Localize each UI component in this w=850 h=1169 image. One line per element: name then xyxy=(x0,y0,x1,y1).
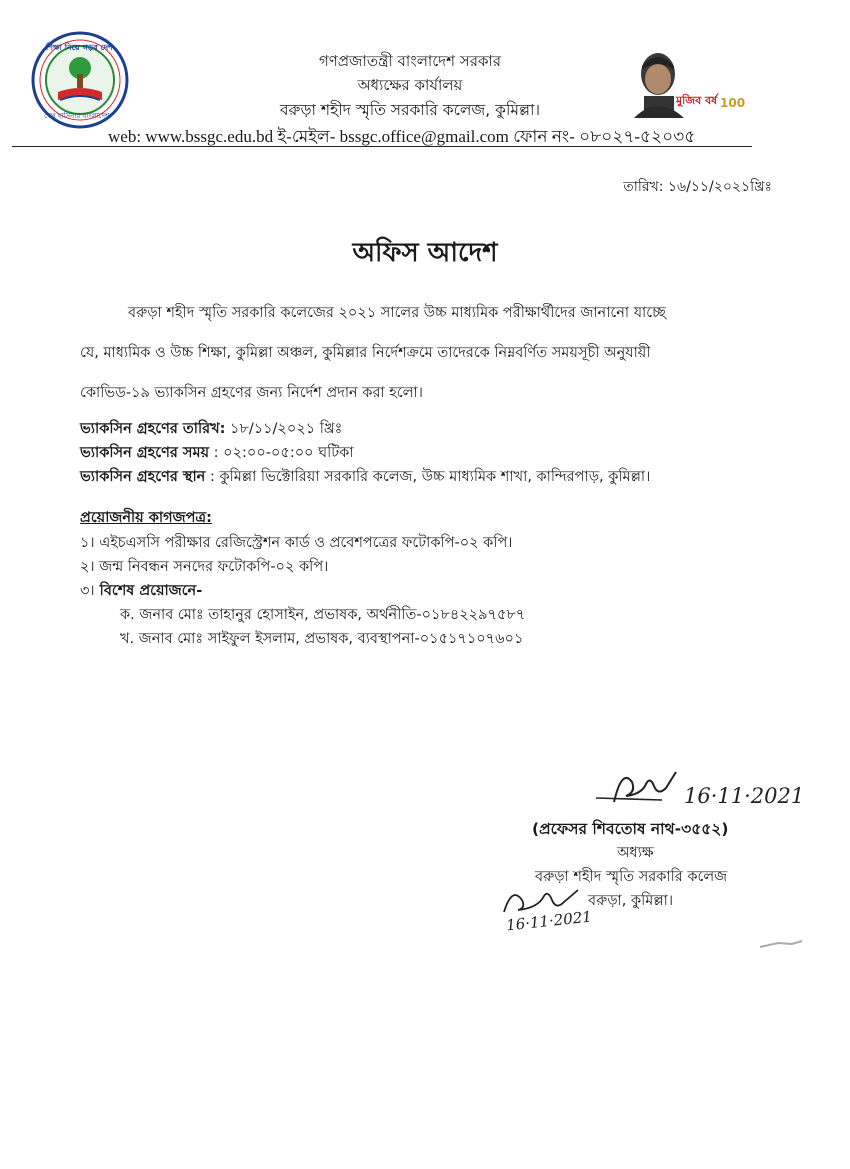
page-title: অফিস আদেশ xyxy=(352,238,498,268)
office-name: অধ্যক্ষের কার্যালয় xyxy=(357,76,463,94)
vaccine-place-value: : কুমিল্লা ভিক্টোরিয়া সরকারি কলেজ, উচ্চ মাধ্যমিক শাখা, কান্দিরপাড়, কুমিল্লা। xyxy=(205,469,651,485)
documents-heading: প্রয়োজনীয় কাগজপত্র: xyxy=(80,510,212,526)
mujib-borsho-number: 100 xyxy=(720,96,746,110)
body-paragraph xyxy=(80,293,770,413)
vaccine-date-value: ১৮/১১/২০২১ খ্রিঃ xyxy=(225,421,343,437)
second-signature-date: 16·11·2021 xyxy=(505,907,593,935)
vaccine-place xyxy=(80,466,650,490)
mujib-borsho-text: মুজিব বর্ষ xyxy=(676,94,718,107)
college-name: বরুড়া শহীদ স্মৃতি সরকারি কলেজ, কুমিল্লা। xyxy=(279,101,541,119)
issue-date: তারিখ: ১৬/১১/২০২১খ্রিঃ xyxy=(623,179,772,195)
scan-mark xyxy=(758,934,804,944)
header-divider xyxy=(12,146,752,147)
body-line: কোভিড-১৯ ভ্যাকসিন গ্রহণের জন্য নির্দেশ প্রদান করা হলো। xyxy=(80,385,423,401)
logo-left-top-text: শিক্ষা নিয়ে গড়ব দেশ xyxy=(46,43,113,52)
vaccine-date xyxy=(80,418,342,442)
principal-name: (প্রফেসর শিবতোষ নাথ-৩৫৫২) xyxy=(532,820,729,838)
body-line: যে, মাধ্যমিক ও উচ্চ শিক্ষা, কুমিল্লা অঞ্চল, কুমিল্লার নির্দেশক্রমে তাদেরকে নিম্নবর্ণিত সময়সূচী অনুযায়ী xyxy=(80,345,651,361)
special-need-label: বিশেষ প্রয়োজনে- xyxy=(94,583,203,599)
signature-location: বরুড়া, কুমিল্লা। xyxy=(588,893,674,909)
principal-signature xyxy=(592,762,692,812)
vaccine-place-label: ভ্যাকসিন গ্রহণের স্থান xyxy=(80,469,206,485)
vaccine-date-label: ভ্যাকসিন গ্রহণের তারিখ: xyxy=(80,421,226,437)
document-item: ১। এইচএসসি পরীক্ষার রেজিস্ট্রেশন কার্ড ও প্রবেশপত্রের ফটোকপি-০২ কপি। xyxy=(80,535,513,551)
contact-line: web: www.bssgc.edu.bd ই-মেইল- bssgc.office@gmail.com ফোন নং- ০৮০২৭-৫২০৩৫ xyxy=(108,127,696,146)
special-need xyxy=(80,580,202,604)
special-need-number: ৩। xyxy=(80,583,95,599)
signature-college: বরুড়া শহীদ স্মৃতি সরকারি কলেজ xyxy=(535,869,728,885)
govt-name: গণপ্রজাতন্ত্রী বাংলাদেশ সরকার xyxy=(318,52,502,70)
body-line: বরুড়া শহীদ স্মৃতি সরকারি কলেজের ২০২১ সালের উচ্চ মাধ্যমিক পরীক্ষার্থীদের জানানো যাচ্ছে xyxy=(128,305,666,321)
contact-person: খ. জনাব মোঃ সাইফুল ইসলাম, প্রভাষক, ব্যবস্থাপনা-০১৫১৭১০৭৬০১ xyxy=(120,631,524,647)
scan-smudge-icon xyxy=(758,939,804,949)
principal-designation: অধ্যক্ষ xyxy=(617,845,654,861)
contact-person: ক. জনাব মোঃ তাহানুর হোসাইন, প্রভাষক, অর্থনীতি-০১৮৪২২৯৭৫৮৭ xyxy=(120,607,526,623)
logo-left-bottom-text: শেখ হাসিনার বাংলাদেশ xyxy=(44,112,110,120)
vaccine-time xyxy=(80,442,354,466)
vaccine-time-value: : ০২:০০-০৫:০০ ঘটিকা xyxy=(209,445,354,461)
signature-date: 16·11·2021 xyxy=(684,784,805,808)
document-item: ২। জন্ম নিবন্ধন সনদের ফটোকপি-০২ কপি। xyxy=(80,559,329,575)
signature-icon xyxy=(592,762,692,812)
vaccine-time-label: ভ্যাকসিন গ্রহণের সময় xyxy=(80,445,210,461)
